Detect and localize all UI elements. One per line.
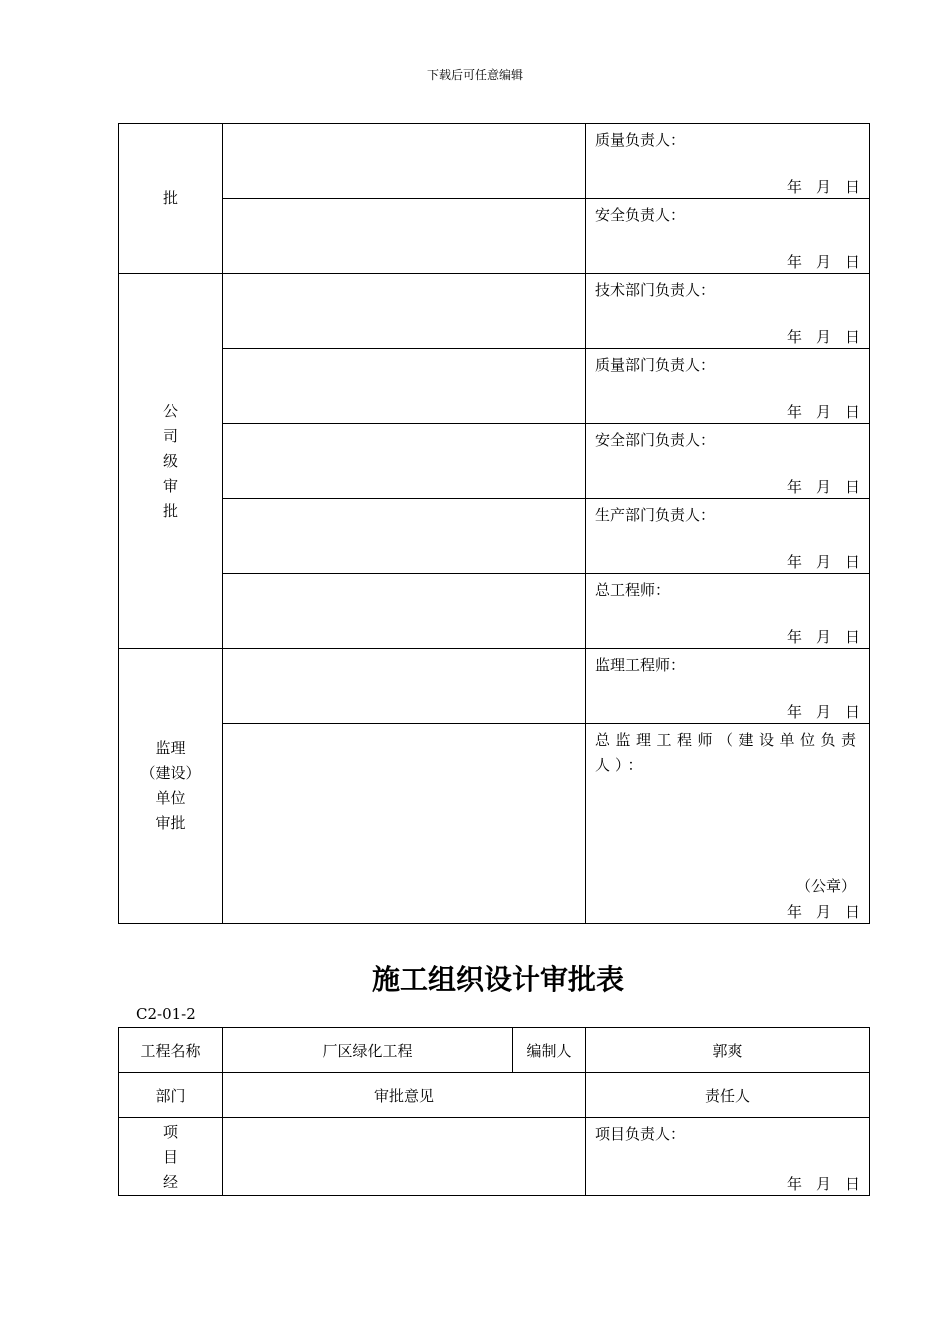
responsible-cell[interactable]	[586, 349, 870, 424]
date-line: 年 月 日	[786, 553, 860, 571]
date-line: 年 月 日	[786, 178, 860, 196]
supervisor-engineer-label: 监理工程师：	[595, 656, 686, 674]
opinion-cell[interactable]	[223, 724, 586, 924]
project-name-value[interactable]: 厂区绿化工程	[223, 1028, 513, 1073]
form-title: 施工组织设计审批表	[371, 963, 624, 996]
date-line: 年 月 日	[786, 328, 860, 346]
opinion-cell[interactable]	[223, 199, 586, 274]
category-supervision-cell	[119, 649, 223, 924]
category-text: （建设）	[140, 764, 201, 782]
opinion-header: 审批意见	[223, 1073, 586, 1118]
opinion-cell[interactable]	[223, 574, 586, 649]
responsible-cell[interactable]	[586, 124, 870, 199]
responsible-cell[interactable]	[586, 199, 870, 274]
category-text: 司	[162, 426, 178, 445]
opinion-cell[interactable]	[223, 349, 586, 424]
official-seal-label: （公章）	[795, 877, 856, 895]
category-text: 审批	[155, 814, 186, 832]
project-lead-label: 项目负责人：	[595, 1125, 686, 1143]
category-text: 经	[162, 1173, 178, 1191]
category-text: 项	[162, 1123, 178, 1141]
tech-dept-responsible-label: 技术部门负责人：	[595, 281, 716, 299]
category-text: 审	[162, 476, 178, 495]
approval-table	[118, 1027, 870, 1196]
project-name-label: 工程名称	[119, 1028, 223, 1073]
category-batch-cell	[119, 124, 223, 274]
safety-responsible-label: 安全负责人：	[595, 206, 686, 224]
responsible-cell[interactable]	[586, 274, 870, 349]
chief-engineer-label: 总工程师：	[595, 581, 671, 599]
category-text: 批	[162, 189, 178, 207]
responsible-cell[interactable]	[586, 724, 870, 924]
date-line: 年 月 日	[786, 478, 860, 496]
category-project-cell	[119, 1118, 223, 1196]
responsible-cell[interactable]	[586, 1118, 870, 1196]
category-text: 级	[162, 451, 178, 470]
responsible-cell[interactable]	[586, 649, 870, 724]
approval-table-continued	[118, 123, 870, 924]
opinion-cell[interactable]	[223, 124, 586, 199]
responsible-header: 责任人	[586, 1073, 870, 1118]
quality-responsible-label: 质量负责人：	[595, 131, 686, 149]
opinion-cell[interactable]	[223, 1118, 586, 1196]
responsible-cell[interactable]	[586, 499, 870, 574]
date-line: 年 月 日	[786, 1175, 860, 1193]
responsible-cell[interactable]	[586, 424, 870, 499]
opinion-cell[interactable]	[223, 274, 586, 349]
production-dept-responsible-label: 生产部门负责人：	[595, 506, 716, 524]
category-company-cell	[119, 274, 223, 649]
quality-dept-responsible-label: 质量部门负责人：	[595, 356, 716, 374]
category-text: 公	[162, 401, 178, 420]
dept-header: 部门	[119, 1073, 223, 1118]
editor-label: 编制人	[513, 1028, 586, 1073]
date-line: 年 月 日	[786, 253, 860, 271]
safety-dept-responsible-label: 安全部门负责人：	[595, 431, 716, 449]
category-text: 监理	[155, 739, 186, 757]
date-line: 年 月 日	[786, 403, 860, 421]
header-note: 下载后可任意编辑	[426, 68, 523, 82]
date-line: 年 月 日	[786, 628, 860, 646]
form-code: C2-01-2	[136, 1005, 196, 1023]
category-text: 单位	[155, 789, 186, 807]
category-text: 批	[162, 501, 178, 520]
opinion-cell[interactable]	[223, 499, 586, 574]
date-line: 年 月 日	[786, 903, 860, 921]
date-line: 年 月 日	[786, 703, 860, 721]
opinion-cell[interactable]	[223, 649, 586, 724]
chief-supervisor-label: 总监理工程师（建设单位负责人）：	[595, 731, 861, 774]
category-text: 目	[162, 1148, 178, 1166]
opinion-cell[interactable]	[223, 424, 586, 499]
editor-value[interactable]: 郭爽	[586, 1028, 870, 1073]
responsible-cell[interactable]	[586, 574, 870, 649]
